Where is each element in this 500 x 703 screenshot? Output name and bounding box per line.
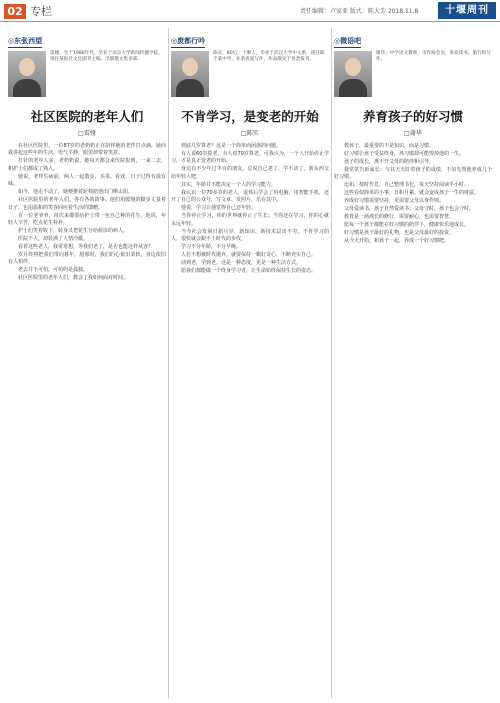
article-column-2: [171, 28, 329, 698]
paragraph: 活到老，学到老，这是一种态度，更是一种生活方式。: [181, 260, 302, 267]
author-box: [334, 51, 492, 97]
page-number: 02: [4, 4, 26, 19]
column-tag: ◎东张西望: [8, 36, 42, 48]
paragraph: 如今，他走不动了，她便推着轮椅陪他出门晒太阳。: [18, 189, 134, 196]
author-bio: 谢华，中学语文教师，市作协会员，喜欢读书、旅行和写作。: [376, 51, 491, 63]
paragraph: 岁月终将把我们带向暮年，愿那时，我们的心依旧柔软，身边依旧有人相伴。: [8, 252, 166, 266]
article-column-3: [334, 28, 492, 698]
paragraph: 看着这些老人，我常常想，等我们老了，是否也能这样从容？: [18, 244, 154, 251]
article-title: 不肯学习，是变老的开始: [181, 109, 319, 124]
paragraph: 有人说60岁算老，有人说70岁算老。可我认为，一个人开始停止学习，才是真正变老的开始。: [171, 151, 329, 165]
paragraph: 养成好习惯需要坚持，更需要父母以身作则。: [344, 198, 445, 205]
paragraph: 有一位老爷爷，每次来都要给护士带一包自己种的花生。他说，年轻人辛苦，吃点花生补补。: [8, 212, 166, 227]
masthead: 十堰周刊: [438, 2, 496, 19]
paragraph: 从今天开始，和孩子一起，养成一个好习惯吧。: [344, 238, 450, 245]
article-column-1: [8, 28, 166, 698]
paragraph: 到底几岁算老？这是一个简单而困惑的问题。: [181, 143, 282, 149]
paragraph: 学习不分年龄，不分早晚。: [181, 244, 242, 251]
page-header: [0, 0, 500, 22]
paragraph: 愿每一个孩子都能在好习惯的陪伴下，健康快乐地成长。: [344, 222, 470, 229]
paragraph: 比如，按时作息，自己整理书包，每天坚持阅读半小时。: [344, 182, 470, 189]
paragraph: 打针的老年人多，老奶奶说，她每天都会来医院报到，一来二去，和护士们都成了熟人。: [8, 158, 166, 172]
paragraph: 孩子的成长，离不开父母的陪伴和引导。: [344, 159, 435, 165]
article-body: [334, 143, 492, 246]
paragraph: 当今社会发展日新月异，新知识、新技术层出不穷。不肯学习的人，很快就会跟不上时代的步伐。: [171, 228, 329, 243]
paragraph: 其实，年龄并不能决定一个人的学习能力。: [181, 181, 277, 188]
paragraph: 这些看似简单的小事，日积月累，就会变成孩子一生的财富。: [344, 190, 480, 197]
paragraph: 好习惯让孩子受益终身，坏习惯却可能毁掉他的一生。: [344, 151, 465, 157]
author-photo: [8, 51, 46, 97]
editor-credits: 责任编辑：卢家亚 版式：陈大芳 2018.11.8: [300, 8, 419, 15]
author-box: [171, 51, 329, 97]
paragraph: 医院不大，却装满了人情冷暖。: [18, 236, 89, 243]
paragraph: 愿我们都能做一个终身学习者，让生命始终保持生长的姿态。: [181, 268, 317, 275]
paragraph: 父母爱读书，孩子自然爱读书；父母守时，孩子也会守时。: [344, 206, 475, 213]
column-tag: ◎废都行吟: [171, 36, 205, 48]
article-title: 社区医院的老年人们: [30, 109, 144, 124]
paragraph: 我常常告诉家长：与其天天盯着孩子的成绩，不如先帮他养成几个好习惯。: [334, 167, 492, 181]
paragraph: 当你停止学习，你的世界就停止了生长；当你还在学习，你的心就永远年轻。: [171, 213, 329, 227]
article-byline: □雷娅: [78, 130, 96, 137]
column-divider: [331, 28, 332, 698]
paragraph: 人若不想被时代抛弃，就要保持一颗好奇心，不断充实自己。: [181, 252, 317, 259]
paragraph: 教育是一场漫长的修行，需要耐心，也需要智慧。: [344, 214, 455, 221]
column-divider: [168, 28, 169, 698]
paragraph: 我认识一位70多岁的老人，退休后学会了用电脑、用智能手机，还开了自己的公众号，写文章、发照片，乐在其中。: [171, 189, 329, 204]
author-photo: [334, 51, 372, 97]
paragraph: 身边有不少年过半百的朋友，总说自己老了，学不动了，新东西交给年轻人吧。: [171, 166, 329, 180]
paragraph: 好习惯是孩子最好的礼物，也是父母最好的投资。: [344, 230, 455, 237]
column-tag: ◎微语吧: [334, 36, 361, 48]
paragraph: 社区医院里的老年人们，各有各的故事。他们用缓慢的脚步丈量着日子，也用温和的笑容回应着生活的馈赠。: [8, 197, 166, 211]
paragraph: 教孩子，最重要的不是知识，而是习惯。: [344, 143, 435, 149]
paragraph: 老去并不可怕，可怕的是孤独。: [18, 267, 89, 274]
article-body: [8, 143, 166, 283]
article-byline: □谢华: [404, 130, 422, 137]
author-bio: 陈实，80后，十堰人，毕业于武汉大学中文系，现任职于某中学。业余喜爱写作，作品散见于各类报刊。: [213, 51, 325, 63]
article-byline: □陈实: [241, 130, 259, 137]
author-bio: 雷娅，生于1980年代，毕业于南京大学新闻传播学院。现任某报社文化副刊主编，出版散文集多部。: [50, 51, 163, 63]
article-title: 养育孩子的好习惯: [362, 109, 463, 124]
article-body: [171, 143, 329, 275]
paragraph: 他说，学习让他觉得自己还年轻。: [181, 205, 257, 212]
author-photo: [171, 51, 209, 97]
paragraph: 社区医院里的老年人们，教会了我如何面对时间。: [18, 275, 129, 282]
paragraph: 护士们笑着收下，转身又把花生分给候诊的病人。: [18, 228, 129, 235]
paragraph: 在社区医院里，一位87岁的老奶奶正在陪伴她的老伴打点滴。她向我讲起这些年的生活，语气平静，眼里却带着笑意。: [8, 143, 166, 157]
section-title: 专栏: [30, 5, 52, 18]
paragraph: 她说，老伴生病前，两人一起散步、买菜、看戏，日子过得有滋有味。: [8, 173, 166, 188]
author-box: [8, 51, 166, 97]
